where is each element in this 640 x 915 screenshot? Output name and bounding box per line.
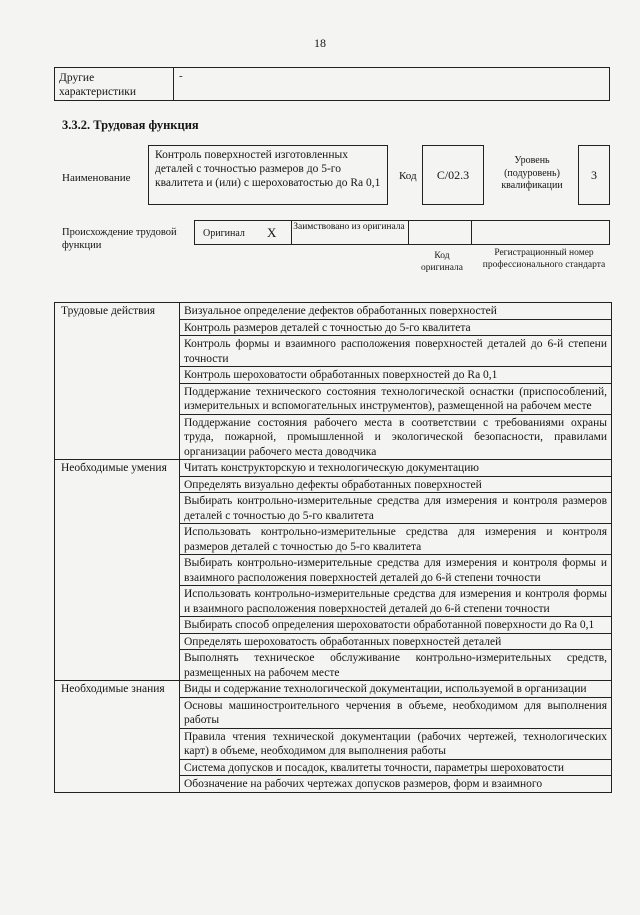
code-original-label: Код оригинала bbox=[421, 251, 463, 273]
requirement-item: Контроль шероховатости обработанных поверхностей до Ra 0,1 bbox=[180, 367, 612, 384]
requirement-item: Система допусков и посадок, квалитеты точности, параметры шероховатости bbox=[180, 759, 612, 776]
category-label: Трудовые действия bbox=[55, 303, 180, 460]
name-label: Наименование bbox=[62, 172, 131, 184]
borrowed-label: Заимствовано из оригинала bbox=[293, 222, 405, 232]
requirement-item: Поддержание технического состояния технологической оснастки (приспособлений, измерительных и вспомогательных инструментов), размещенной на рабочем месте bbox=[180, 383, 612, 414]
requirement-item: Контроль размеров деталей с точностью до 5-го квалитета bbox=[180, 319, 612, 336]
requirement-item: Выбирать контрольно-измерительные средства для измерения и контроля формы и взаимного расположения поверхностей деталей до 6-й степени точности bbox=[180, 555, 612, 586]
category-label: Необходимые знания bbox=[55, 681, 180, 793]
table-divider bbox=[173, 68, 174, 100]
requirement-item: Правила чтения технической документации (рабочих чертежей, технологических карт) в объеме, необходимом для выполнения работы bbox=[180, 728, 612, 759]
function-name: Контроль поверхностей изготовленных деталей с точностью размеров до 5-го квалитета и (или) с шероховатостью до Ra 0,1 bbox=[155, 149, 381, 189]
requirement-item: Использовать контрольно-измерительные средства для измерения и контроля формы и взаимного расположения поверхностей деталей до 6-й степени точности bbox=[180, 586, 612, 617]
registration-number-label: Регистрационный номер профессионального стандарта bbox=[482, 248, 606, 270]
qualification-level-label: Уровень (подуровень) квалификации bbox=[501, 155, 563, 191]
table-divider bbox=[408, 221, 409, 244]
requirement-item: Использовать контрольно-измерительные средства для измерения и контроля размеров деталей с точностью до 5-го квалитета bbox=[180, 524, 612, 555]
function-name-box bbox=[148, 145, 388, 205]
table-divider bbox=[471, 221, 472, 244]
requirement-item: Читать конструкторскую и технологическую документацию bbox=[180, 460, 612, 477]
labor-function-table bbox=[54, 302, 612, 793]
code-value: C/02.3 bbox=[436, 168, 470, 182]
other-characteristics-table bbox=[54, 67, 610, 101]
requirement-item: Определять шероховатость обработанных поверхностей деталей bbox=[180, 633, 612, 650]
table-row bbox=[55, 303, 612, 320]
requirement-item: Определять визуально дефекты обработанных поверхностей bbox=[180, 476, 612, 493]
origin-table bbox=[194, 220, 610, 245]
table-row bbox=[55, 460, 612, 477]
table-row bbox=[55, 681, 612, 698]
requirement-item: Контроль формы и взаимного расположения поверхностей деталей до 6-й степени точности bbox=[180, 336, 612, 367]
other-characteristics-value: - bbox=[179, 70, 183, 82]
requirement-item: Выбирать способ определения шероховатости обработанной поверхности до Ra 0,1 bbox=[180, 617, 612, 634]
section-title: 3.3.2. Трудовая функция bbox=[62, 118, 199, 132]
page-number: 18 bbox=[314, 36, 326, 50]
category-label: Необходимые умения bbox=[55, 460, 180, 681]
requirement-item: Основы машиностроительного черчения в объеме, необходимом для выполнения работы bbox=[180, 697, 612, 728]
requirement-item: Обозначение на рабочих чертежах допусков размеров, форм и взаимного bbox=[180, 776, 612, 793]
code-box bbox=[422, 145, 484, 205]
requirement-item: Выполнять техническое обслуживание контрольно-измерительных средств, размещенных на рабочем месте bbox=[180, 650, 612, 681]
original-label: Оригинал bbox=[203, 228, 245, 239]
qualification-level-box bbox=[578, 145, 610, 205]
original-mark: X bbox=[267, 225, 277, 240]
table-divider bbox=[291, 221, 292, 244]
qualification-level-value: 3 bbox=[591, 168, 597, 182]
requirement-item: Виды и содержание технологической документации, используемой в организации bbox=[180, 681, 612, 698]
other-characteristics-label: Другие характеристики bbox=[59, 72, 137, 98]
requirement-item: Визуальное определение дефектов обработанных поверхностей bbox=[180, 303, 612, 320]
requirement-item: Выбирать контрольно-измерительные средства для измерения и контроля размеров деталей с точностью до 5-го квалитета bbox=[180, 493, 612, 524]
requirement-item: Поддержание состояния рабочего места в соответствии с требованиями охраны труда, пожарной, промышленной и экологической безопасности, правилами организации рабочего места доводчика bbox=[180, 414, 612, 460]
origin-label: Происхождение трудовой функции bbox=[62, 227, 177, 251]
code-label: Код bbox=[399, 170, 417, 182]
